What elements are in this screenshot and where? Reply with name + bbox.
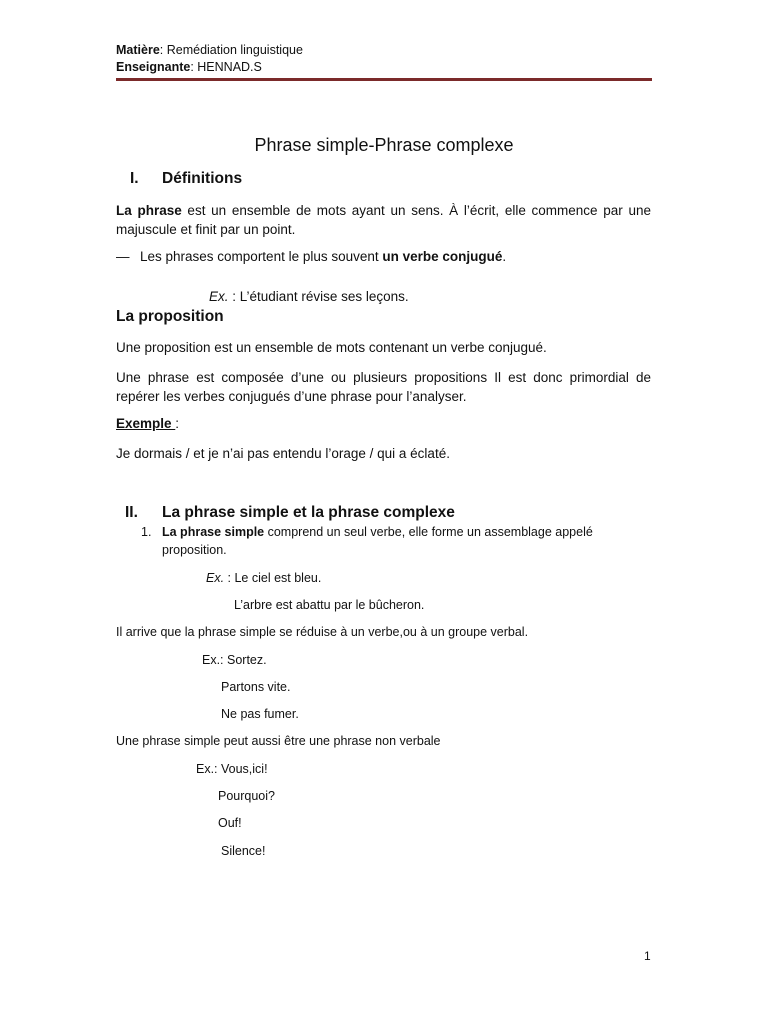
page-number: 1 — [644, 949, 651, 963]
section1-heading: Définitions — [162, 170, 243, 187]
header-rule — [116, 78, 652, 81]
section2-heading: La phrase simple et la phrase complexe — [162, 504, 455, 521]
example-pourquoi: Pourquoi? — [218, 789, 275, 803]
example-partons: Partons vite. — [221, 680, 291, 694]
example-heading — [116, 416, 179, 431]
example-label-1: Ex. — [209, 289, 229, 304]
definition-paragraph — [116, 201, 651, 239]
bullet-line — [140, 249, 506, 264]
definition-term: La phrase — [116, 203, 182, 218]
list-item-text: comprend un seul verbe, elle forme un assemblage appelé — [264, 525, 593, 539]
proposition-p2: Une phrase est composée d’une ou plusieurs propositions Il est donc primordial de repérer les verbes conjugués d’une phrase pour l’analyser. — [116, 370, 651, 404]
example-line-1 — [209, 289, 409, 304]
example-line-3: L’arbre est abattu par le bûcheron. — [234, 598, 425, 612]
example-text-2: : Le ciel est bleu. — [224, 571, 322, 585]
example-sortez: Ex.: Sortez. — [202, 653, 267, 667]
subject-value: : Remédiation linguistique — [159, 43, 303, 57]
proposition-p1: Une proposition est un ensemble de mots contenant un verbe conjugué. — [116, 340, 547, 355]
subject-label: Matière — [116, 43, 160, 57]
example-label-2: Ex. — [206, 571, 225, 585]
bullet-dash: — — [116, 249, 130, 264]
section2-number: II. — [125, 504, 138, 521]
example-line-2 — [206, 571, 321, 585]
subject-line — [116, 42, 303, 59]
page-title: Phrase simple-Phrase complexe — [254, 135, 514, 155]
definition-text: est un ensemble de mots ayant un sens. À l’écrit, elle commence par une majuscule et finit par un point. — [116, 203, 651, 237]
list-item-line-1 — [162, 525, 593, 539]
example-silence: Silence! — [221, 844, 266, 858]
list-item-bold: La phrase simple — [162, 525, 265, 539]
example-fumer: Ne pas fumer. — [221, 707, 299, 721]
bullet-end: . — [502, 249, 507, 264]
nonverbal-sentence: Une phrase simple peut aussi être une phrase non verbale — [116, 734, 441, 748]
proposition-heading: La proposition — [116, 308, 224, 325]
example-vous-ici: Ex.: Vous,ici! — [196, 762, 268, 776]
example-colon: : — [175, 416, 180, 431]
teacher-label: Enseignante — [116, 60, 191, 74]
list-item-line-2: proposition. — [162, 543, 227, 557]
section1-number: I. — [130, 170, 139, 187]
teacher-line — [116, 59, 262, 76]
bullet-bold: un verbe conjugué — [382, 249, 503, 264]
bullet-text: Les phrases comportent le plus souvent — [140, 249, 383, 264]
example-sentence: Je dormais / et je n’ai pas entendu l’orage / qui a éclaté. — [116, 446, 450, 461]
teacher-value: : HENNAD.S — [190, 60, 262, 74]
example-text-1: : L’étudiant révise ses leçons. — [228, 289, 409, 304]
reduce-sentence: Il arrive que la phrase simple se réduise à un verbe,ou à un groupe verbal. — [116, 625, 529, 639]
example-ouf: Ouf! — [218, 816, 242, 830]
example-label: Exemple — [116, 416, 176, 431]
list-item-number: 1. — [141, 525, 152, 539]
